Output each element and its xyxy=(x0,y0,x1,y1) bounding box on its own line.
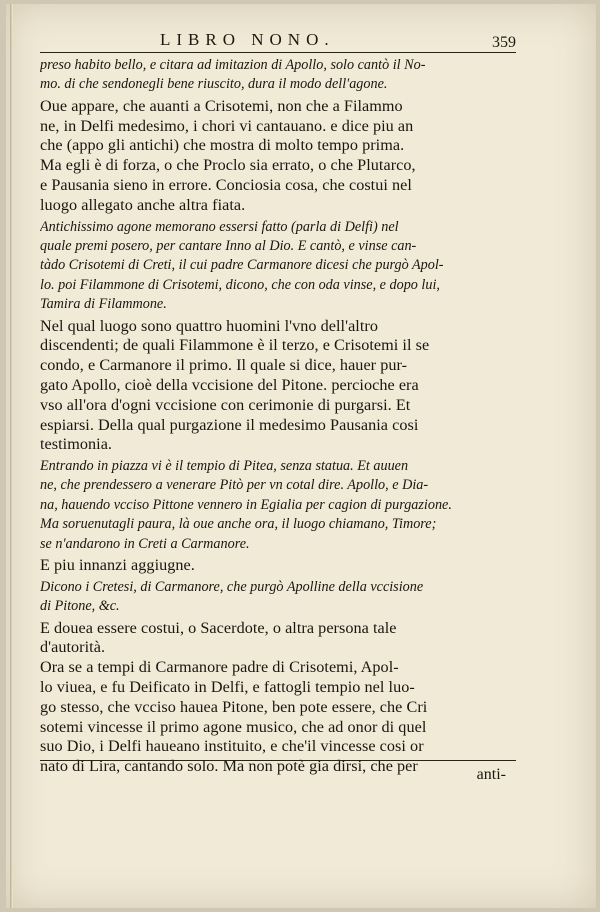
page-number: 359 xyxy=(492,34,516,51)
quotation-block xyxy=(40,56,516,95)
text-line: gato Apollo, cioè della vccisione del Pitone. percioche era xyxy=(40,375,419,394)
text-line: E douea essere costui, o Sacerdote, o altra persona tale xyxy=(40,618,397,637)
text-line: quale premi posero, per cantare Inno al Dio. E cantò, e vinse can- xyxy=(40,237,417,254)
text-line: ne, che prendessero a venerare Pitò per vn cotal dire. Apollo, e Dia- xyxy=(40,477,429,494)
book-page xyxy=(6,4,596,908)
text-line: go stesso, che vcciso hauea Pitone, ben pote essere, che Cri xyxy=(40,697,428,716)
text-line: tàdo Crisotemi di Creti, il cui padre Carmanore dicesi che purgò Apol- xyxy=(40,257,444,274)
text-line: d'autorità. xyxy=(40,638,106,657)
text-line: luogo allegato anche altra fiata. xyxy=(40,195,246,214)
text-line: mo. di che sendonegli bene riuscito, dura il modo dell'agone. xyxy=(40,76,388,93)
paragraph-block xyxy=(40,619,516,777)
text-line: e Pausania sieno in errore. Conciosia cosa, che costui nel xyxy=(40,175,412,194)
footer-rule xyxy=(40,760,516,761)
body-text xyxy=(40,56,516,777)
text-line: Oue appare, che auanti a Crisotemi, non che a Filammo xyxy=(40,96,403,115)
quotation-block xyxy=(40,457,516,554)
text-line: Ma soruenutagli paura, là oue anche ora, il luogo chiamano, Timore; xyxy=(40,516,437,533)
quotation-block xyxy=(40,218,516,315)
paragraph-block xyxy=(40,317,516,456)
text-line: Ora se a tempi di Carmanore padre di Crisotemi, Apol- xyxy=(40,658,399,677)
text-line: lo. poi Filammone di Crisotemi, dicono, che con oda vinse, e dopo lui, xyxy=(40,276,440,293)
text-line: lo viuea, e fu Deificato in Delfi, e fattogli tempio nel luo- xyxy=(40,678,415,697)
text-line: che (appo gli antichi) che mostra di molto tempo prima. xyxy=(40,136,405,155)
text-line: testimonia. xyxy=(40,435,113,454)
text-line: discendenti; de quali Filammone è il terzo, e Crisotemi il se xyxy=(40,336,430,355)
page-header xyxy=(40,30,516,53)
text-line: Ma egli è di forza, o che Proclo sia errato, o che Plutarco, xyxy=(40,156,416,175)
text-line: preso habito bello, e citara ad imitazion di Apollo, solo cantò il No- xyxy=(40,57,426,73)
text-line: espiarsi. Della qual purgazione il medesimo Pausania cosi xyxy=(40,415,419,434)
text-line: na, hauendo vcciso Pittone vennero in Egialia per cagion di purgazione. xyxy=(40,496,452,513)
text-line: sotemi vincesse il primo agone musico, che ad onor di quel xyxy=(40,717,427,736)
catchword: anti- xyxy=(476,766,506,783)
running-title: LIBRO NONO. xyxy=(160,30,335,49)
paragraph-block xyxy=(40,97,516,216)
text-line: nato di Lira, cantando solo. Ma non potè gia dirsi, che per xyxy=(40,757,418,776)
text-line: se n'andarono in Creti a Carmanore. xyxy=(40,535,250,552)
page-edge-shadow xyxy=(10,4,13,908)
paragraph-block xyxy=(40,556,516,576)
text-line: suo Dio, i Delfi haueano instituito, e che'il vincesse cosi or xyxy=(40,737,424,756)
text-line: Nel qual luogo sono quattro huomini l'vno dell'altro xyxy=(40,316,378,335)
text-line: Tamira di Filammone. xyxy=(40,296,167,313)
text-line: Antichissimo agone memorano essersi fatto (parla di Delfi) nel xyxy=(40,218,399,235)
text-line: ne, in Delfi medesimo, i chori vi cantauano. e dice piu an xyxy=(40,116,414,135)
text-line: Entrando in piazza vi è il tempio di Pitea, senza statua. Et auuen xyxy=(40,458,409,475)
text-line: condo, e Carmanore il primo. Il quale si dice, hauer pur- xyxy=(40,356,408,375)
text-line: E piu innanzi aggiugne. xyxy=(40,556,195,575)
text-line: vso all'ora d'ogni vccisione con cerimonie di purgarsi. Et xyxy=(40,395,411,414)
text-line: Dicono i Cretesi, di Carmanore, che purgò Apolline della vccisione xyxy=(40,578,424,595)
quotation-block xyxy=(40,578,516,617)
text-line: di Pitone, &c. xyxy=(40,598,120,615)
